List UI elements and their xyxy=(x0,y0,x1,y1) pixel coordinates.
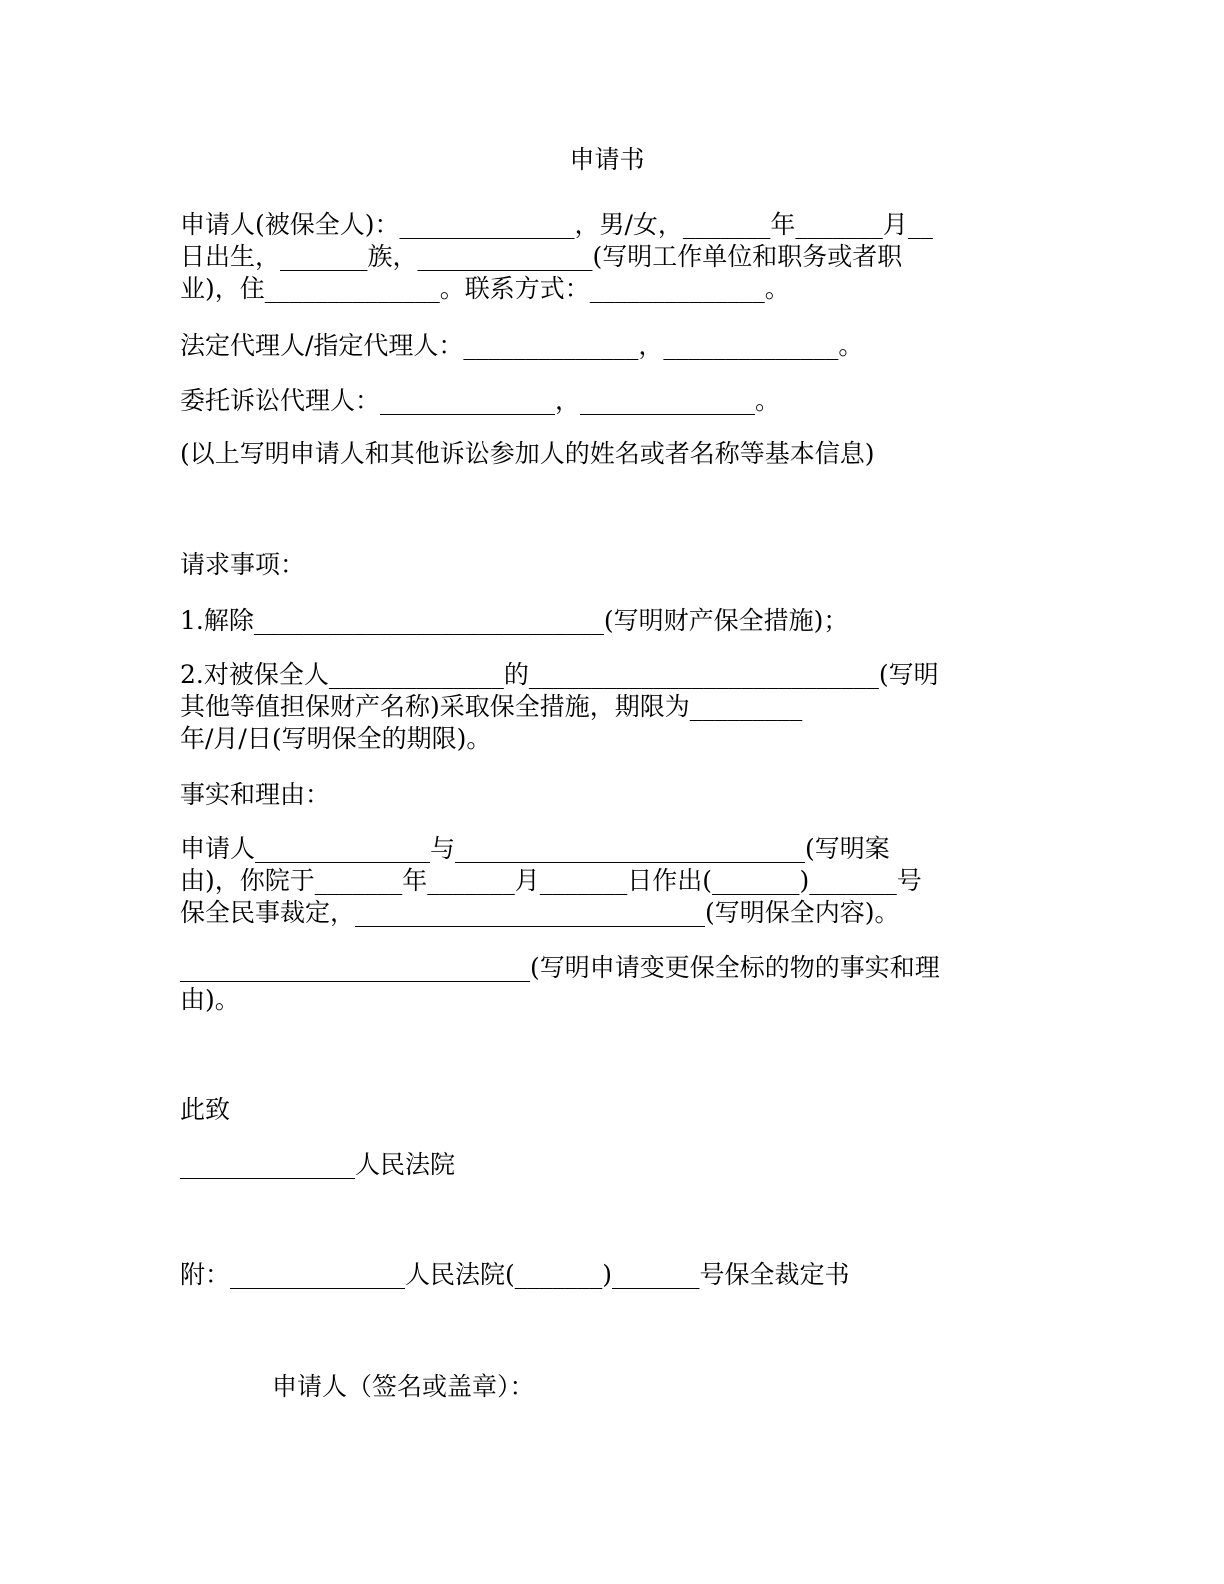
info-note: (以上写明申请人和其他诉讼参加人的姓名或者名称等基本信息) xyxy=(180,439,875,468)
court-line: ______________人民法院 xyxy=(180,1150,456,1179)
facts-heading: 事实和理由： xyxy=(180,780,331,809)
applicant-line-2: 日出生，_______族，______________(写明工作单位和职务或者职 xyxy=(180,242,903,271)
litigation-agent-line: 委托诉讼代理人：______________，______________。 xyxy=(180,386,781,415)
applicant-line-1: 申请人(被保全人)：______________，男/女，_______年_______月__ xyxy=(180,210,933,239)
salutation: 此致 xyxy=(180,1095,231,1124)
claim-item-1: 1.解除____________________________(写明财产保全措施)； xyxy=(180,606,849,635)
applicant-line-3: 业)，住______________。联系方式：______________。 xyxy=(180,274,790,303)
claims-heading: 请求事项： xyxy=(180,550,306,579)
facts-paragraph-2-line-2: 由)。 xyxy=(180,985,240,1014)
legal-agent-line: 法定代理人/指定代理人：______________，______________。 xyxy=(180,331,864,360)
facts-paragraph-1-line-1: 申请人______________与____________________________(写明案 xyxy=(180,834,890,863)
facts-paragraph-2-line-1: ____________________________(写明申请变更保全标的物的事实和理 xyxy=(180,953,940,982)
signature-line: 申请人（签名或盖章）： xyxy=(272,1372,535,1401)
claim-item-2-line-1: 2.对被保全人______________的____________________________(写明 xyxy=(180,660,939,689)
facts-paragraph-1-line-2: 由)，你院于_______年_______月_______日作出(_______)_______号 xyxy=(180,866,922,895)
document-title: 申请书 xyxy=(569,145,645,174)
claim-item-2-line-3: 年/月/日(写明保全的期限)。 xyxy=(180,724,492,753)
attachment-line: 附：______________人民法院(_______)_______号保全裁定书 xyxy=(180,1260,850,1289)
facts-paragraph-1-line-3: 保全民事裁定，____________________________(写明保全内容)。 xyxy=(180,898,900,927)
claim-item-2-line-2: 其他等值担保财产名称)采取保全措施，期限为_________ xyxy=(180,692,803,721)
